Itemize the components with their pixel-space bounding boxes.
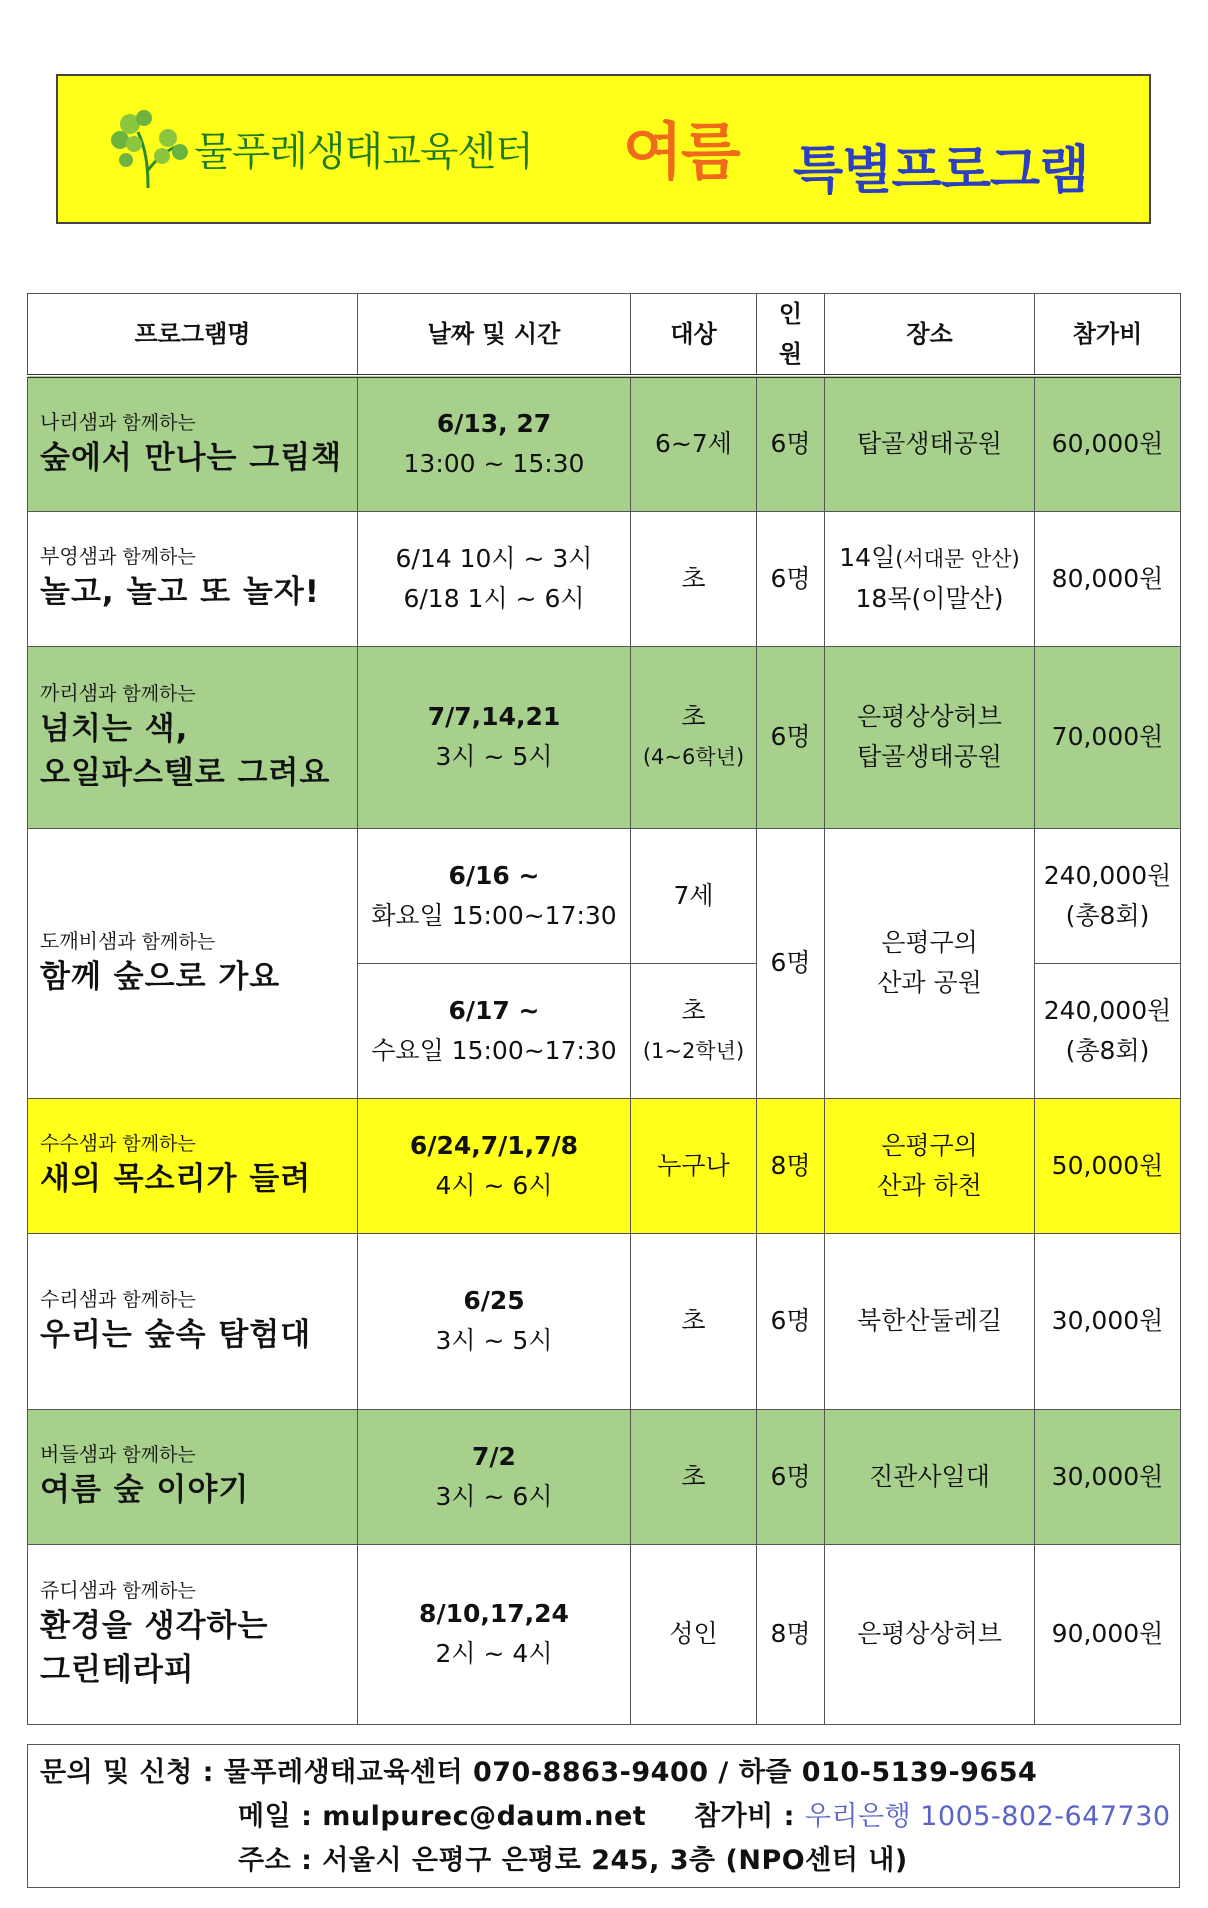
table-row [28,1544,1181,1724]
program-time: 3시 ~ 5시 [435,1326,553,1355]
people-cell: 6명 [757,376,825,511]
target-cell: 성인 [631,1544,757,1724]
program-date: 6/13, 27 [436,409,552,439]
program-cell [28,646,358,828]
address-label: 주소 : [238,1845,313,1876]
target-value: 초 [681,702,706,731]
host-suffix: 과 함께하는 [97,682,196,705]
host-name: 수리샘 [40,1286,98,1311]
program-cell [28,828,358,1098]
place-line: 탑골생태공원 [857,742,1002,771]
people-cell: 6명 [757,646,825,828]
fee-value: 240,000원 [1043,995,1172,1025]
header-program: 프로그램명 [28,294,358,377]
date-cell [358,1544,631,1724]
date-cell [358,963,631,1098]
host-suffix: 과 함께하는 [97,1133,196,1155]
place-line: 은평구의 [881,928,978,957]
host-name: 까리샘 [40,680,98,705]
program-time: 13:00 ~ 15:30 [403,449,585,479]
target-note: (1~2학년) [642,1038,745,1063]
program-date: 8/10,17,24 [419,1599,569,1628]
host-name: 부영샘 [40,544,98,568]
header-target: 대상 [631,294,757,377]
inquiry-text: 물푸레생태교육센터 070-8863-9400 / 하즐 010-5139-9654 [223,1757,1038,1788]
special-program-title: 특별프로그램 [793,141,1089,201]
people-cell: 6명 [757,1233,825,1409]
leaf-logo-icon [108,110,188,190]
table-row [28,1409,1181,1544]
program-time: 3시 ~ 5시 [435,742,553,771]
table-row [28,828,1181,963]
program-date-time: 6/18 1시 ~ 6시 [403,583,585,613]
program-date: 7/2 [472,1441,516,1471]
place-cell: 진관사일대 [825,1409,1035,1544]
table-row [28,646,1181,828]
place-line: 18목(이말산) [855,584,1004,613]
address-line [238,1839,908,1883]
date-cell [358,1098,631,1233]
program-cell [28,1098,358,1233]
program-date: 6/16 ~ [448,860,540,890]
contact-box [27,1744,1180,1888]
program-title: 그린테라피 [40,1651,195,1688]
date-cell [358,1233,631,1409]
email-line [238,1795,1171,1839]
program-time: 화요일 15:00~17:30 [371,900,617,930]
address-text: 서울시 은평구 은평로 245, 3층 (NPO센터 내) [322,1845,908,1876]
place-cell [825,646,1035,828]
host-suffix: 과 함께하는 [117,930,216,953]
people-cell: 6명 [757,828,825,1098]
place-line: 은평상상허브 [857,702,1002,731]
fee-cell [1035,963,1181,1098]
header-place: 장소 [825,294,1035,377]
program-cell [28,1544,358,1724]
program-date: 6/25 [463,1286,525,1315]
season-title: 여름 [623,115,739,188]
header-people [757,294,825,377]
program-title: 우리는 숲속 탐험대 [40,1316,312,1353]
program-date: 6/24,7/1,7/8 [409,1130,579,1160]
program-cell [28,1409,358,1544]
fee-cell: 50,000원 [1035,1098,1181,1233]
table-row [28,376,1181,511]
target-cell: 초 [631,1409,757,1544]
host-name: 수수샘 [40,1131,98,1155]
target-value: 초 [681,995,706,1025]
target-cell: 초 [631,1233,757,1409]
target-cell [631,646,757,828]
fee-cell: 90,000원 [1035,1544,1181,1724]
people-cell: 8명 [757,1544,825,1724]
table-header-row [28,294,1181,377]
title-banner [56,74,1151,224]
program-time: 수요일 15:00~17:30 [371,1035,617,1065]
email-address[interactable]: mulpurec@daum.net [322,1801,647,1832]
host-suffix: 과 함께하는 [97,1288,196,1311]
host-suffix: 과 함께하는 [97,1444,196,1466]
target-cell: 초 [631,511,757,646]
table-row [28,1098,1181,1233]
program-title: 오일파스텔로 그려요 [40,754,331,791]
place-line: 은평구의 [881,1130,978,1160]
target-cell: 누구나 [631,1098,757,1233]
program-date: 6/17 ~ [448,995,540,1025]
header-people-part: 인 [778,300,803,328]
host-suffix: 과 함께하는 [97,411,196,434]
host-name: 도깨비샘 [40,928,118,953]
bank-account: 우리은행 1005-802-647730 [804,1801,1171,1832]
program-cell [28,511,358,646]
date-cell [358,646,631,828]
fee-account-label: 참가비 : [694,1801,795,1832]
program-title: 새의 목소리가 들려 [40,1161,312,1197]
host-suffix: 과 함께하는 [97,546,196,568]
host-suffix: 과 함께하는 [97,1579,196,1602]
program-time: 2시 ~ 4시 [435,1639,553,1668]
inquiry-label: 문의 및 신청 : [40,1757,214,1788]
place-note: (서대문 안산) [895,547,1020,571]
fee-note: (총8회) [1065,1035,1150,1065]
program-time: 4시 ~ 6시 [435,1170,553,1200]
target-note: (4~6학년) [642,745,745,769]
fee-note: (총8회) [1065,900,1150,930]
host-name: 버들샘 [40,1442,98,1466]
email-label: 메일 : [238,1801,313,1832]
fee-cell [1035,828,1181,963]
program-title: 숲에서 만나는 그림책 [40,439,343,476]
place-cell [825,828,1035,1098]
date-cell [358,1409,631,1544]
center-name: 물푸레생태교육센터 [194,129,533,175]
place-cell: 은평상상허브 [825,1544,1035,1724]
target-cell [631,963,757,1098]
place-line: 산과 공원 [877,968,982,997]
people-cell: 6명 [757,1409,825,1544]
program-title: 넘치는 색, [40,710,189,747]
program-title: 여름 숲 이야기 [40,1472,250,1508]
fee-cell: 70,000원 [1035,646,1181,828]
table-row [28,511,1181,646]
program-title: 함께 숲으로 가요 [40,958,281,995]
place-cell [825,511,1035,646]
target-cell: 7세 [631,828,757,963]
table-row [28,1233,1181,1409]
date-cell [358,828,631,963]
host-name: 쥬디샘 [40,1577,98,1602]
fee-cell: 80,000원 [1035,511,1181,646]
program-title: 놀고, 놀고 또 놀자! [40,574,320,610]
program-cell [28,1233,358,1409]
program-date-time: 6/14 10시 ~ 3시 [395,543,593,573]
program-date: 7/7,14,21 [427,702,561,731]
program-time: 3시 ~ 6시 [435,1481,553,1511]
target-cell: 6~7세 [631,376,757,511]
place-day: 14일 [839,543,896,572]
place-cell: 탑골생태공원 [825,376,1035,511]
fee-value: 240,000원 [1043,860,1172,890]
place-cell [825,1098,1035,1233]
header-date-time: 날짜 및 시간 [358,294,631,377]
inquiry-line [40,1751,1037,1795]
program-title: 환경을 생각하는 [40,1607,269,1644]
header-people-part: 원 [778,340,803,368]
fee-cell: 30,000원 [1035,1233,1181,1409]
place-cell: 북한산둘레길 [825,1233,1035,1409]
program-cell [28,376,358,511]
date-cell [358,376,631,511]
place-line: 산과 하천 [877,1170,982,1200]
host-name: 나리샘 [40,409,98,434]
program-schedule-table [27,293,1181,1725]
fee-cell: 30,000원 [1035,1409,1181,1544]
header-fee: 참가비 [1035,294,1181,377]
people-cell: 8명 [757,1098,825,1233]
date-cell [358,511,631,646]
people-cell: 6명 [757,511,825,646]
fee-cell: 60,000원 [1035,376,1181,511]
